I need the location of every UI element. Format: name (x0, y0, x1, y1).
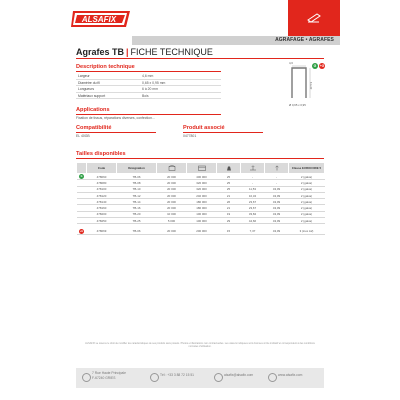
pullout-cell: 43,09 (265, 211, 289, 217)
class-cell: 2 (galva) (289, 218, 325, 224)
weight-cell: 19 (217, 211, 241, 217)
weight-header (217, 163, 241, 174)
class-cell: 3 (inox A2) (289, 228, 325, 234)
class-cell: 2 (galva) (289, 174, 325, 180)
stapler-icon (307, 12, 321, 24)
spec-value: 6 à 20 mm (142, 87, 159, 92)
weight-cell: 26 (217, 199, 241, 205)
spec-row (76, 86, 221, 93)
carton-qty-cell: 400 000 (187, 174, 217, 180)
weight-cell: 21 (217, 192, 241, 198)
designation-cell: TB-20 (117, 211, 157, 217)
category-label: AGRAFAGE • AGRAFES (275, 37, 334, 43)
compatibility-text: EL 40GB (76, 134, 90, 138)
staple-width-label: 4,6 (289, 61, 293, 65)
box-qty-cell: 20 000 (157, 228, 187, 234)
phone-link[interactable]: Tél : +33 3 88 72 15 51 (160, 373, 195, 377)
globe-icon (268, 373, 277, 382)
spec-value: 4,6 mm (142, 74, 154, 78)
email-icon (214, 373, 223, 382)
carton-qty-cell: 180 000 (187, 199, 217, 205)
shear-icon (249, 165, 257, 171)
spec-row (76, 80, 221, 87)
class-cell: 2 (galva) (289, 211, 325, 217)
designation-header: Désignation (117, 163, 157, 174)
pullout-cell: 43,09 (265, 186, 289, 192)
pullout-icon (273, 165, 281, 171)
shear-cell: 10,34 (241, 192, 265, 198)
carton-qty-cell: 100 000 (187, 211, 217, 217)
associated-product-text: 0477801 (183, 134, 197, 138)
class-cell: 2 (galva) (289, 186, 325, 192)
weight-cell: 29 (217, 218, 241, 224)
legal-footnote: ALSAFIX se réserve le droit de modifier les caractéristiques de ses produits sans préavis. Photos et illustrations non contractuelles. Les valeurs indiquées sont données à titre indicatif et correspondent à des conditions normales d'utilisation. (85, 342, 315, 349)
shear-cell: 33,84 (241, 211, 265, 217)
sizes-heading: Tailles disponibles (76, 151, 126, 157)
alsafix-logo (70, 8, 132, 30)
applications-divider (76, 114, 221, 115)
marker-header (77, 163, 87, 174)
weight-cell: 15 (217, 228, 241, 234)
class-cell: 2 (galva) (289, 199, 325, 205)
description-heading: Description technique (76, 64, 135, 70)
box-qty-cell: 20 000 (157, 205, 187, 211)
pullout-cell: 43,09 (265, 192, 289, 198)
class-cell: 2 (galva) (289, 192, 325, 198)
sizes-divider (76, 158, 324, 159)
associated-product-divider (183, 132, 263, 133)
inox-badge: +G (319, 64, 325, 68)
table-header-row (77, 163, 325, 174)
pullout-cell: 43,09 (265, 228, 289, 234)
inox-marker: +G (79, 229, 84, 233)
staple-length-label: 6 à 20 (309, 82, 312, 90)
spec-label: Largeur (78, 74, 90, 78)
code-cell: 478100 (87, 186, 117, 192)
designation-cell: TB-12 (117, 192, 157, 198)
carton-quantity-header (187, 163, 217, 174)
designation-cell: TB-25 (117, 218, 157, 224)
box-qty-cell: 20 000 (157, 199, 187, 205)
applications-text: Fixation de tissus, réparations diverses, confection... (76, 116, 155, 120)
shear-cell: 7,37 (241, 228, 265, 234)
title-underline (76, 58, 324, 59)
marker-cell (77, 228, 87, 234)
shear-cell: 44,66 (241, 218, 265, 224)
code-cell: 478060 (87, 174, 117, 180)
shear-cell: 11,53 (241, 186, 265, 192)
box-qty-cell: 20 000 (157, 186, 187, 192)
shear-cell: 23,67 (241, 199, 265, 205)
box-quantity-header (157, 163, 187, 174)
weight-cell: 25 (217, 180, 241, 186)
shear-cell: 23,67 (241, 205, 265, 211)
designation-cell: TB-10 (117, 186, 157, 192)
compatibility-divider (76, 132, 156, 133)
pullout-header (265, 163, 289, 174)
carton-qty-cell: 240 000 (187, 192, 217, 198)
category-bar (132, 36, 340, 45)
pullout-cell: - (265, 174, 289, 180)
code-cell: 478200 (87, 211, 117, 217)
page-title (76, 47, 213, 57)
spec-value: 0,65 x 0,95 mm (142, 80, 166, 85)
code-cell: 478250 (87, 218, 117, 224)
spec-label: Matériaux support (78, 93, 106, 98)
class-cell: 2 (galva) (289, 180, 325, 186)
phone-icon (150, 373, 159, 382)
description-divider (76, 71, 221, 72)
associated-product-heading: Produit associé (183, 125, 225, 131)
carton-qty-cell: 100 000 (187, 218, 217, 224)
spec-row (76, 93, 221, 100)
weight-cell: 25 (217, 186, 241, 192)
pullout-cell: - (265, 180, 289, 186)
document-subtitle: FICHE TECHNIQUE (130, 47, 213, 57)
eurocode-class-header: Classe EUROCODE 5 (289, 163, 325, 174)
address-line-1: 7 Rue Haute Principale (92, 371, 126, 375)
code-cell: 478069 (87, 228, 117, 234)
contact-footer (76, 368, 324, 388)
spec-row (76, 73, 221, 80)
pullout-cell: 43,09 (265, 199, 289, 205)
product-name: Agrafes TB (76, 47, 125, 57)
address-line-2: F-67240 GRIES (92, 376, 116, 380)
box-qty-cell: 20 000 (157, 192, 187, 198)
box-icon (168, 165, 176, 171)
designation-cell: TB-08 (117, 180, 157, 186)
applications-heading: Applications (76, 107, 110, 113)
carton-qty-cell: 320 000 (187, 186, 217, 192)
designation-cell: TB-14 (117, 199, 157, 205)
weight-cell: 21 (217, 205, 241, 211)
box-qty-cell: 10 000 (157, 211, 187, 217)
galva-marker: G (80, 175, 83, 179)
carton-qty-cell: 320 000 (187, 180, 217, 186)
code-cell: 478160 (87, 205, 117, 211)
document-tab (288, 0, 340, 36)
designation-cell: TB-06 (117, 174, 157, 180)
galva-badge: G (313, 64, 317, 68)
weight-icon (225, 165, 233, 171)
title-separator: | (126, 47, 129, 57)
pullout-cell: 43,09 (265, 218, 289, 224)
code-cell: 478080 (87, 180, 117, 186)
spec-table (76, 73, 221, 99)
spec-label: Diamètre du fil (78, 80, 100, 85)
spec-value: Bois (142, 93, 149, 98)
shear-header (241, 163, 265, 174)
spec-label: Longueurs (78, 87, 95, 92)
designation-cell: TB-06 (117, 228, 157, 234)
designation-cell: TB-16 (117, 205, 157, 211)
carton-qty-cell: 200 000 (187, 228, 217, 234)
table-row (77, 228, 325, 234)
carton-icon (198, 165, 206, 171)
product-sheet (60, 0, 340, 400)
sizes-table (76, 162, 325, 235)
website-link[interactable]: www.alsafix.com (278, 373, 303, 377)
pullout-cell: 43,09 (265, 205, 289, 211)
box-qty-cell: 5 000 (157, 218, 187, 224)
shear-cell: - (241, 180, 265, 186)
class-cell: 2 (galva) (289, 205, 325, 211)
carton-qty-cell: 180 000 (187, 205, 217, 211)
weight-cell: 25 (217, 174, 241, 180)
box-qty-cell: 20 000 (157, 180, 187, 186)
code-cell: 478120 (87, 192, 117, 198)
shear-cell: - (241, 174, 265, 180)
code-cell: 478140 (87, 199, 117, 205)
location-icon (82, 373, 91, 382)
staple-wire-label: Ø 0,65 x 0,95 (289, 103, 306, 107)
svg-text:ALSAFIX: ALSAFIX (81, 15, 117, 24)
box-qty-cell: 20 000 (157, 174, 187, 180)
compatibility-heading: Compatibilité (76, 125, 112, 131)
email-link[interactable]: alsafix@alsafix.com (224, 373, 254, 377)
code-header: Code (87, 163, 117, 174)
